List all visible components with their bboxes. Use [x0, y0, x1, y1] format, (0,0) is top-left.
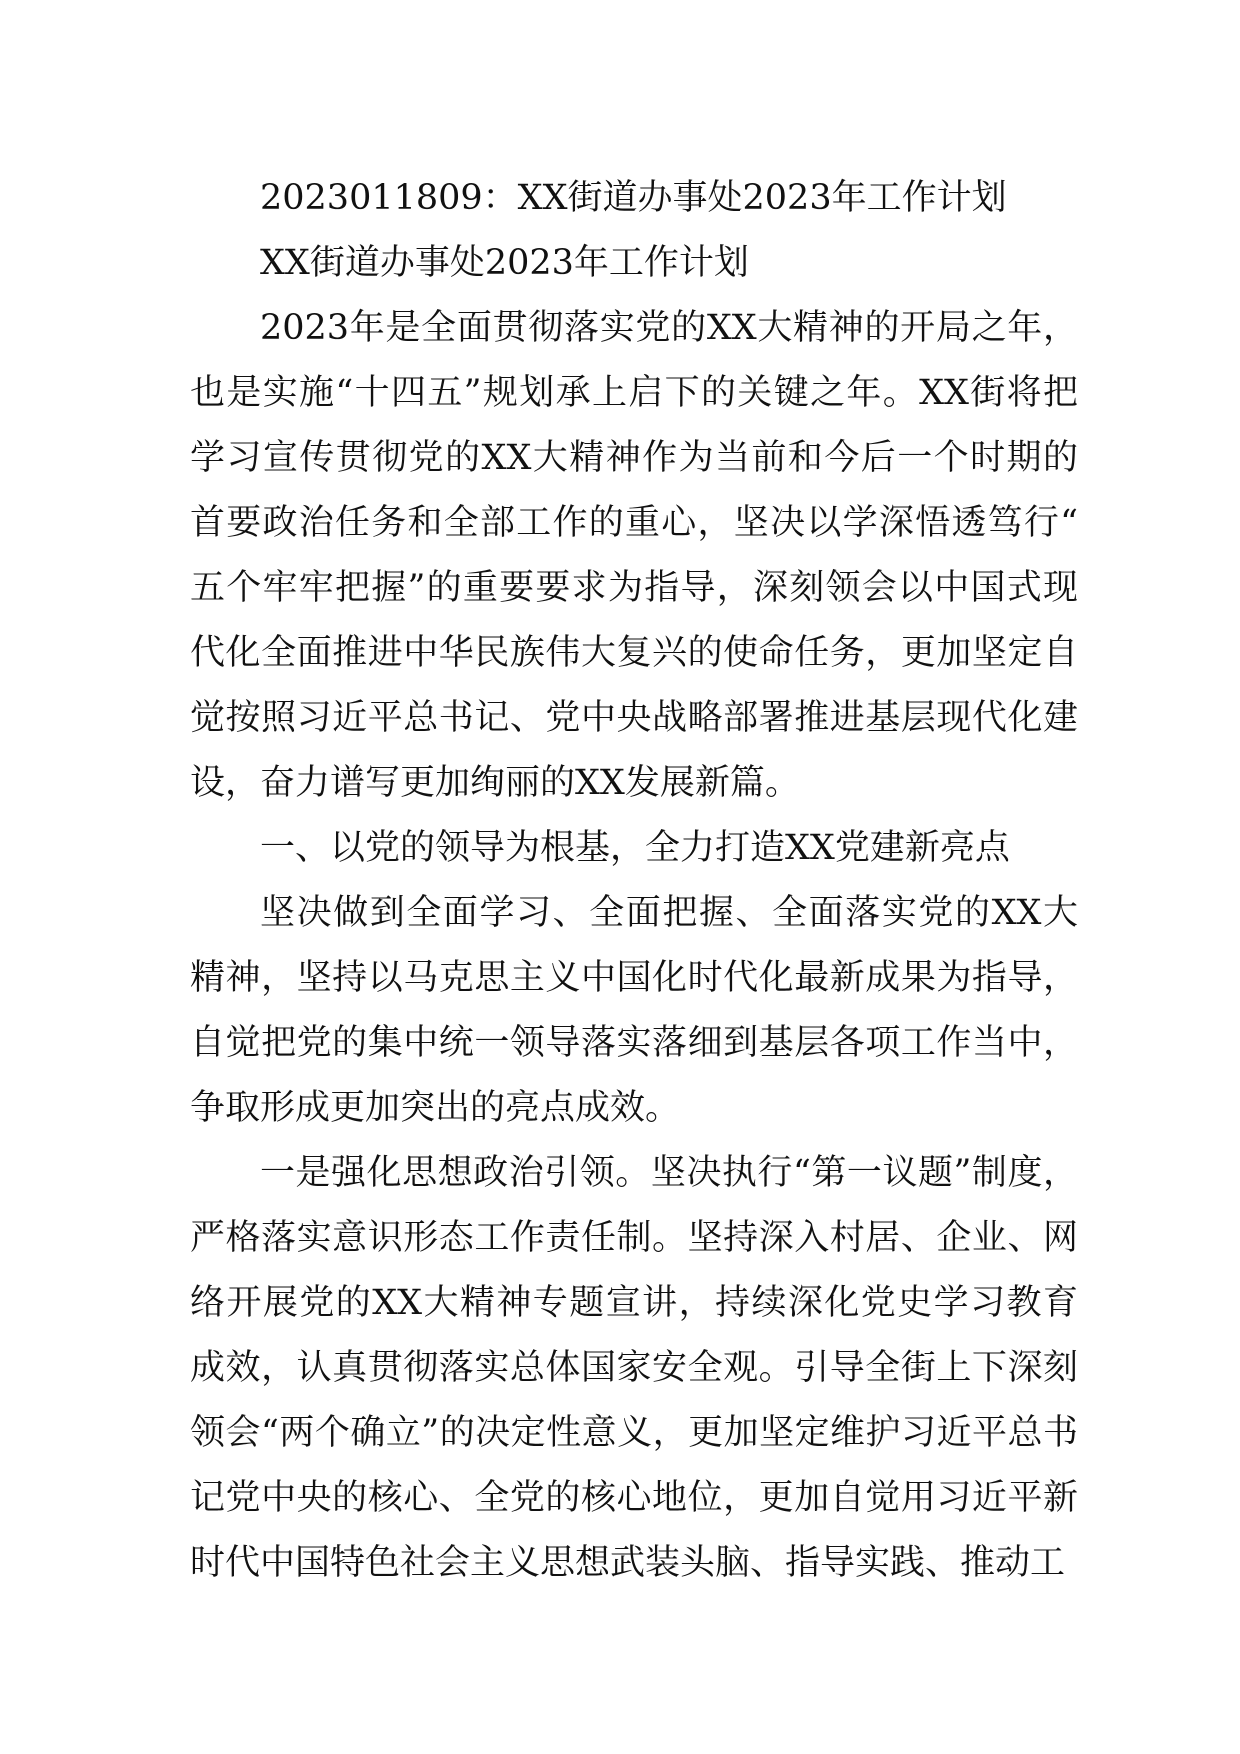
document-title: XX街道办事处2023年工作计划	[260, 243, 749, 283]
document-body	[190, 166, 1078, 1596]
section-heading-1: 一、以党的领导为根基，全力打造XX党建新亮点	[260, 828, 1010, 868]
document-id-line: 2023011809：XX街道办事处2023年工作计划	[260, 178, 1007, 218]
point-1-paragraph: 一是强化思想政治引领。坚决执行“第一议题”制度，严格落实意识形态工作责任制。坚持深入村居、企业、网络开展党的XX大精神专题宣讲，持续深化党史学习教育成效，认真贯彻落实总体国家安全观。引导全街上下深刻领会“两个确立”的决定性意义，更加坚定维护习近平总书记党中央的核心、全党的核心地位，更加自觉用习近平新时代中国特色社会主义思想武装头脑、指导实践、推动工	[190, 1153, 1078, 1583]
intro-paragraph: 2023年是全面贯彻落实党的XX大精神的开局之年，也是实施“十四五”规划承上启下的关键之年。XX街将把学习宣传贯彻党的XX大精神作为当前和今后一个时期的首要政治任务和全部工作的重心，坚决以学深悟透笃行“五个牢牢把握”的重要要求为指导，深刻领会以中国式现代化全面推进中华民族伟大复兴的使命任务，更加坚定自觉按照习近平总书记、党中央战略部署推进基层现代化建设，奋力谱写更加绚丽的XX发展新篇。	[190, 308, 1078, 803]
section-1-paragraph: 坚决做到全面学习、全面把握、全面落实党的XX大精神，坚持以马克思主义中国化时代化最新成果为指导，自觉把党的集中统一领导落实落细到基层各项工作当中，争取形成更加突出的亮点成效。	[190, 893, 1078, 1128]
